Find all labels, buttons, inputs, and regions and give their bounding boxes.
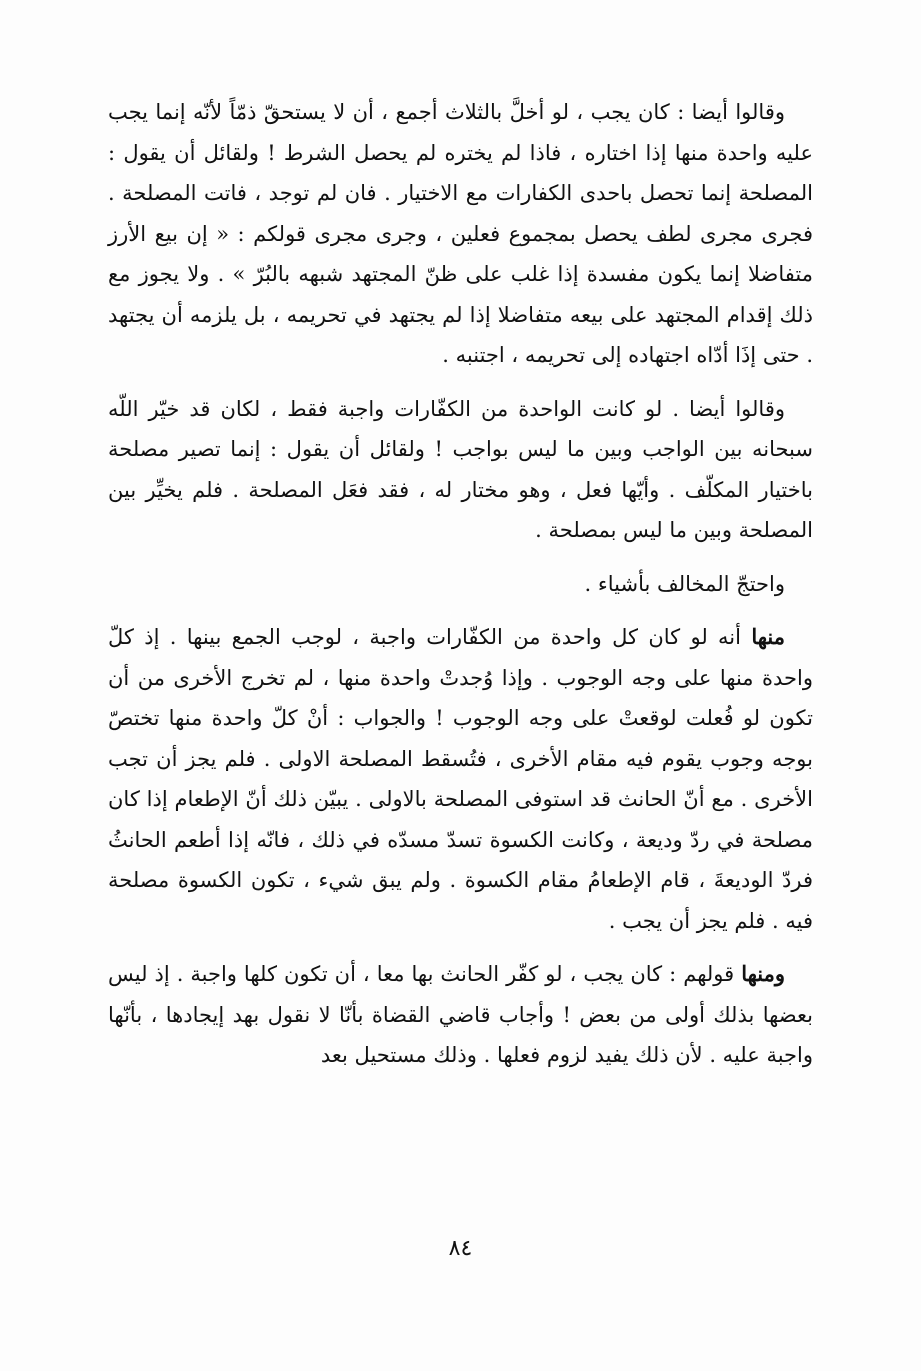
paragraph-1 xyxy=(108,92,813,376)
paragraph-4-text: أنه لو كان كل واحدة من الكفّارات واجبة ، لوجب الجمع بينها . إذ كلّ واحدة منها على وجه الوجوب . وإذا وُجدتْ واحدة منها ، لم تخرج الأخرى من أن تكون لو فُعلت لوقعتْ على وجه الوجوب ! والجواب : أنْ كلّ واحدة منها تختصّ بوجه وجوب يقوم فيه مقام الأخرى ، فتُسقط المصلحة الاولى . فلم يجز أن تجب الأخرى . مع أنّ الحانث قد استوفى المصلحة بالاولى . يبيّن ذلك أنّ الإطعام إذا كان مصلحة في ردّ وديعة ، وكانت الكسوة تسدّ مسدّه في ذلك ، فانّه إذا أطعم الحانثُ فردّ الوديعةَ ، قام الإطعامُ مقام الكسوة . ولم يبق شيء ، تكون الكسوة مصلحة فيه . فلم يجز أن يجب . xyxy=(108,625,813,933)
paragraph-4-lead: منها xyxy=(751,624,785,649)
paragraph-1-text: وقالوا أيضا : كان يجب ، لو أخلَّ بالثلاث أجمع ، أن لا يستحقّ ذمّاً لأنّه إنما يجب عليه واحدة منها إذا اختاره ، فاذا لم يختره لم يحصل الشرط ! ولقائل أن يقول : المصلحة إنما تحصل باحدى الكفارات مع الاختيار . فان لم توجد ، فاتت المصلحة . فجرى مجرى لطف يحصل بمجموع فعلين ، وجرى مجرى قولكم : « إن بيع الأرز متفاضلا إنما يكون مفسدة إذا غلب على ظنّ المجتهد شبهه بالبُرّ » . ولا يجوز مع ذلك إقدام المجتهد على بيعه متفاضلا إذا لم يجتهد في تحريمه ، بل يلزمه أن يجتهد . حتى إذَا أدّاه اجتهاده إلى تحريمه ، اجتنبه . xyxy=(108,100,813,367)
paragraph-5 xyxy=(108,954,813,1076)
paragraph-4 xyxy=(108,617,813,941)
paragraph-5-lead: ومنها xyxy=(741,961,785,986)
paragraph-3 xyxy=(108,564,813,605)
paragraph-2 xyxy=(108,389,813,551)
paragraph-5-text: قولهم : كان يجب ، لو كفّر الحانث بها معا ، أن تكون كلها واجبة . إذ ليس بعضها بذلك أولى من بعض ! وأجاب قاضي القضاة بأنّا لا نقول بهد إيجادها ، بأنّها واجبة عليه . لأن ذلك يفيد لزوم فعلها . وذلك مستحيل بعد xyxy=(108,962,813,1067)
page-body xyxy=(108,92,813,1089)
paragraph-2-text: وقالوا أيضا . لو كانت الواحدة من الكفّارات واجبة فقط ، لكان قد خيّر اللّه سبحانه بين الواجب وبين ما ليس بواجب ! ولقائل أن يقول : إنما تصير مصلحة باختيار المكلّف . وأيّها فعل ، وهو مختار له ، فقد فعَل المصلحة . فلم يخيِّر بين المصلحة وبين ما ليس بمصلحة . xyxy=(108,396,813,542)
page-number: ٨٤ xyxy=(448,1236,473,1261)
paragraph-3-text: واحتجّ المخالف بأشياء . xyxy=(584,571,785,596)
